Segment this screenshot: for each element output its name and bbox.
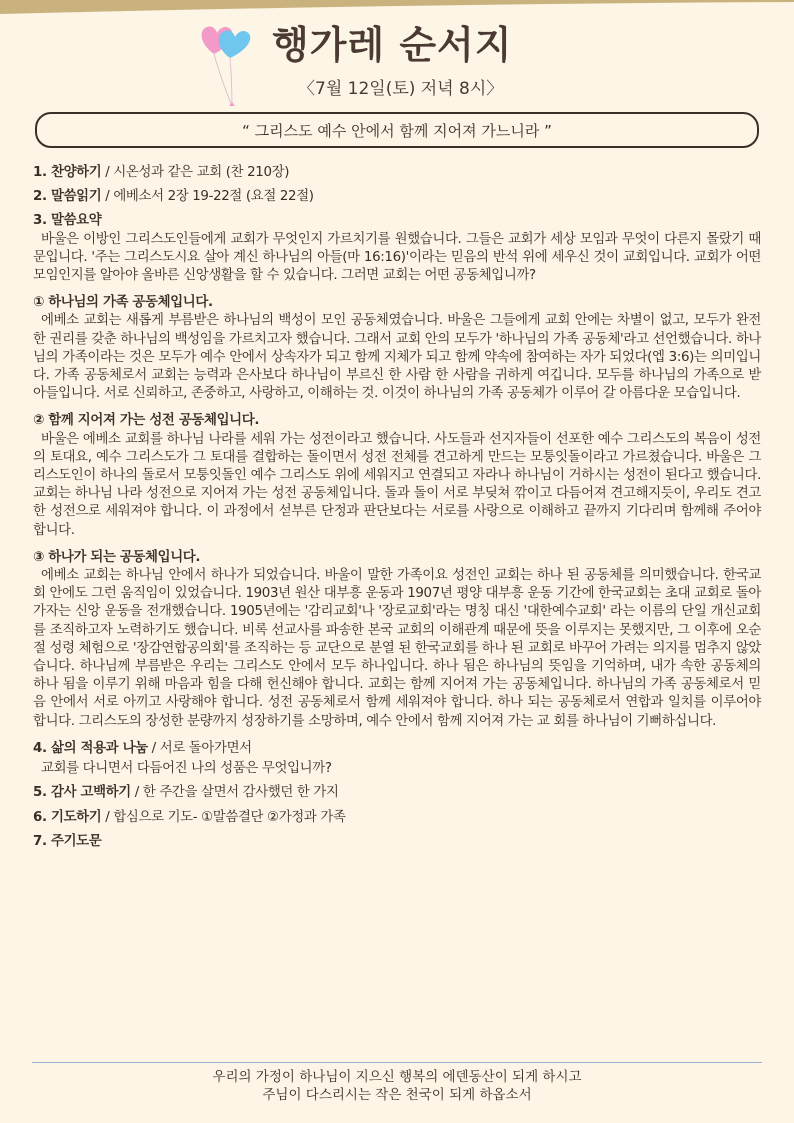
summary-intro: 바울은 이방인 그리스도인들에게 교회가 무엇인지 가르치기를 원했습니다. 그들은 교회가 세상 모임과 무엇이 다른지 몰랐기 때문입니다. '주는 그리스도시요 살아 계신 하나님의 아들(마 16:16)'이라는 믿음의 반석 위에 세우신 것이 교회입니다. 교회가 어떤 모임인지를 알아야 올바른 신앙생활을 할 수 있습니다. 그러면 교회는 어떤 공동체입니까? — [33, 231, 761, 284]
page-title: 행가레 순서지 — [272, 23, 513, 67]
item-summary — [33, 212, 761, 285]
footer-divider — [32, 1062, 762, 1063]
item-label: 6. 기도하기 — [33, 809, 102, 825]
item-text: 시온성과 같은 교회 (찬 210장) — [113, 165, 290, 180]
point-body: 바울은 에베소 교회를 하나님 나라를 세워 가는 성전이라고 했습니다. 사도들과 선지자들이 선포한 예수 그리스도의 복음이 성전의 토대요, 예수 그리스도가 그 토대를 결합하는 돌이면서 성전 전체를 견고하게 만드는 모퉁잇돌이라고 가르쳤습니다. 바울은 그리스도인이 하나의 돌로서 모퉁잇돌인 예수 그리스도 위에 세워지고 연결되고 자라나 하나님이 거하시는 성전이 된다고 했습니다. 교회는 하나님 나라 성전으로 지어져 가는 성전 공동체입니다. 돌과 돌이 서로 부딪쳐 깎이고 다듬어져 견고해지듯이, 우리도 견고한 성전으로 세워져야 합니다. 이 과정에서 섣부른 단정과 판단보다는 서로를 사랑으로 이해하고 끝까지 기다리며 함께해 주어야 합니다. — [33, 431, 761, 538]
point-unity — [33, 549, 761, 731]
item-text: 에베소서 2장 19-22절 (요절 22절) — [113, 189, 314, 205]
theme-text: “ 그리스도 예수 안에서 함께 지어져 가느니라 ” — [242, 121, 552, 140]
item-label: 3. 말씀요약 — [33, 213, 102, 229]
point-title: ② 함께 지어져 가는 성전 공동체입니다. — [33, 413, 260, 429]
theme-banner — [35, 112, 759, 148]
date-subtitle: 〈7월 12일(토) 저녁 8시〉 — [298, 79, 504, 99]
item-application: 4. 삶의 적용과 나눔 / 서로 돌아가면서 — [33, 740, 252, 756]
item-label: 1. 찬양하기 — [33, 165, 102, 180]
order-list — [33, 164, 761, 857]
application-question: 교회를 다니면서 다듬어진 나의 성품은 무엇입니까? — [41, 761, 332, 777]
heart-balloons-icon — [196, 18, 266, 110]
top-decoration — [0, 0, 794, 14]
item-label: 7. 주기도문 — [33, 833, 102, 849]
item-prayer: 6. 기도하기 / 합심으로 기도- ①말씀결단 ②가정과 가족 — [33, 809, 346, 825]
item-label: 4. 삶의 적용과 나눔 — [33, 740, 148, 756]
item-text: 합심으로 기도- ①말씀결단 ②가정과 가족 — [113, 809, 346, 825]
item-label: 5. 감사 고백하기 — [33, 785, 131, 801]
footer-line: 우리의 가정이 하나님이 지으신 행복의 에덴동산이 되게 하시고 — [212, 1069, 582, 1085]
footer-blessing — [0, 1068, 794, 1104]
point-temple — [33, 412, 761, 539]
point-title: ③ 하나가 되는 공동체입니다. — [33, 549, 201, 565]
item-lords-prayer — [33, 833, 761, 851]
point-body: 에베소 교회는 하나님 안에서 하나가 되었습니다. 바울이 말한 가족이요 성전인 교회는 하나 된 공동체를 의미했습니다. 한국교회 안에도 그런 움직임이 있었습니다. 1903년 원산 대부흥 운동과 1907년 평양 대부흥 운동 기간에 한국교회는 초대 교회로 돌아가자는 신앙 운동을 전개했습니다. 1905년에는 '감리교회'나 '장로교회'라는 명칭 대신 '대한예수교회' 라는 이름의 단일 개신교회를 조직하고자 노력하기도 했습니다. 비록 선교사를 파송한 본국 교회의 이해관계 때문에 뜻을 이루지는 못했지만, 그 이후에 오순절 성령 체험으로 '장감연합공의회'를 조직하는 등 교단으로 분열 된 한국교회를 하나 된 교회로 바꾸어 가려는 의지를 멈추지 않았습니다. 하나님께 부름받은 우리는 그리스도 안에서 모두 하나입니다. 하나 됨은 하나님의 뜻임을 기억하며, 내가 속한 공동체의 하나 됨을 이루기 위해 마음과 힘을 다해 헌신해야 합니다. 교회는 함께 지어져 가는 공동체입니다. 하나님의 가족 공동체로서 믿음 안에서 서로 아끼고 사랑해야 합니다. 성전 공동체로서 함께 세워져야 합니다. 하나 되는 공동체로서 연합과 일치를 이루어야 합니다. 그리스도의 장성한 분량까지 성장하기를 소망하며, 예수 안에서 함께 지어져 가는 교 회를 하나님이 기뻐하십니다. — [33, 568, 761, 729]
item-thanks: 5. 감사 고백하기 / 한 주간을 살면서 감사했던 한 가지 — [33, 785, 339, 801]
item-text: 서로 돌아가면서 — [159, 740, 252, 756]
footer-line: 주님이 다스리시는 작은 천국이 되게 하옵소서 — [262, 1087, 532, 1103]
point-body: 에베소 교회는 새롭게 부름받은 하나님의 백성이 모인 공동체였습니다. 바울은 그들에게 교회 안에는 차별이 없고, 모두가 완전한 권리를 갖춘 하나님의 백성임을 가르치고자 했습니다. 그래서 교회 안의 모두가 '하나님의 가족 공동체'라고 선언했습니다. 하나님의 가족이라는 것은 모두가 예수 안에서 상속자가 되고 함께 지체가 되고 함께 약속에 참여하는 자가 되었다(엡 3:6)는 의미입니다. 가족 공동체로서 교회는 능력과 은사보다 하나님이 부르신 한 사람 한 사람을 귀하게 여깁니다. 모두를 하나님의 가족으로 받아들입니다. 서로 신뢰하고, 존중하고, 사랑하고, 이해하는 것. 이것이 하나님의 가족 공동체가 이루어 갈 아름다운 모습입니다. — [33, 313, 761, 402]
point-title: ① 하나님의 가족 공동체입니다. — [33, 295, 213, 311]
point-family — [33, 294, 761, 403]
item-praise: 1. 찬양하기 / 시온성과 같은 교회 (찬 210장) — [33, 165, 290, 180]
item-reading: 2. 말씀읽기 / 에베소서 2장 19-22절 (요절 22절) — [33, 189, 314, 205]
item-text: 한 주간을 살면서 감사했던 한 가지 — [142, 785, 339, 801]
item-label: 2. 말씀읽기 — [33, 189, 102, 205]
